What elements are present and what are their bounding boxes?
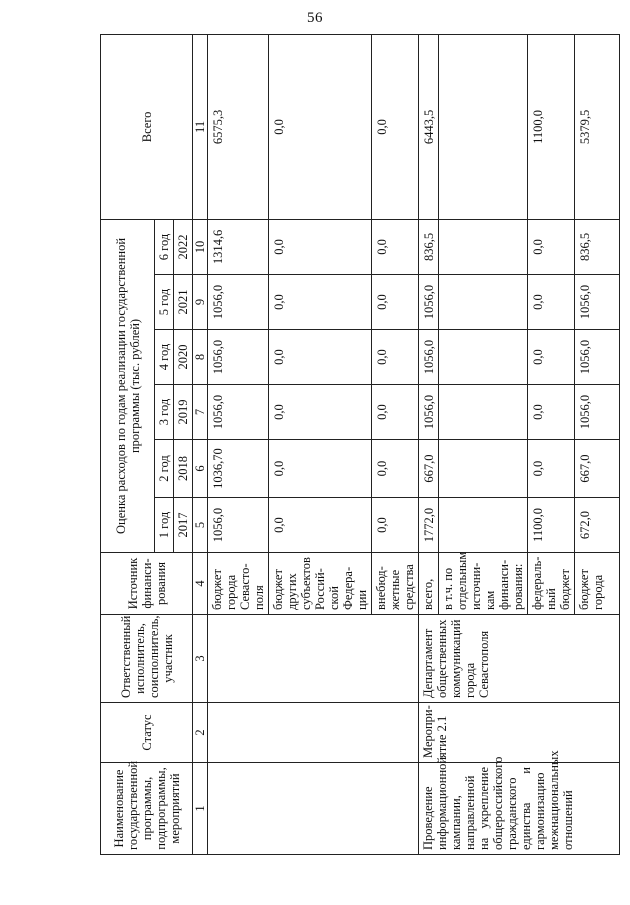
value-cell: 1056,0	[208, 275, 269, 330]
table-row	[208, 34, 269, 854]
value-cell: 0,0	[372, 219, 419, 274]
value-cell: 0,0	[528, 385, 575, 440]
column-number: 10	[193, 219, 208, 274]
total-cell: 1100,0	[528, 34, 575, 219]
value-cell	[439, 219, 528, 274]
value-cell	[439, 385, 528, 440]
column-number: 9	[193, 275, 208, 330]
source-cell: в т.ч. по отдельным источни- кам финанси- рования:	[439, 553, 528, 615]
column-number: 7	[193, 385, 208, 440]
value-cell: 0,0	[372, 440, 419, 498]
total-cell: 6443,5	[419, 34, 439, 219]
source-cell: бюджет других субъектов Россий- ской Федера- ции	[269, 553, 372, 615]
value-cell: 1314,6	[208, 219, 269, 274]
value-cell: 1100,0	[528, 498, 575, 553]
value-cell: 0,0	[372, 385, 419, 440]
value-cell: 0,0	[269, 275, 372, 330]
column-number: 2	[193, 703, 208, 763]
header-status: Статус	[101, 703, 193, 763]
value-cell: 0,0	[269, 385, 372, 440]
column-number: 11	[193, 34, 208, 219]
column-number: 3	[193, 615, 208, 703]
value-cell: 1056,0	[575, 385, 620, 440]
value-cell: 0,0	[269, 219, 372, 274]
value-cell: 1056,0	[575, 330, 620, 385]
year-number: 2018	[174, 440, 193, 498]
column-number: 8	[193, 330, 208, 385]
header-name: Наименование государственной программы, подпрограммы, мероприятий	[101, 763, 193, 855]
header-estimate: Оценка расходов по годам реализации государственной программы (тыс. рублей)	[101, 219, 155, 552]
column-number: 1	[193, 763, 208, 855]
value-cell: 836,5	[575, 219, 620, 274]
value-cell: 667,0	[575, 440, 620, 498]
event-name: Проведение информационной кампании, направленной на укрепление общероссийского гражданского единства и гармонизацию межнациональных отношений	[419, 763, 620, 855]
value-cell: 0,0	[372, 330, 419, 385]
year-number: 2022	[174, 219, 193, 274]
value-cell: 1036,70	[208, 440, 269, 498]
rotated-table-wrapper	[100, 35, 620, 855]
year-label: 1 год	[155, 498, 174, 553]
value-cell: 1056,0	[575, 275, 620, 330]
value-cell: 0,0	[372, 498, 419, 553]
total-cell: 6575,3	[208, 34, 269, 219]
value-cell: 0,0	[269, 440, 372, 498]
value-cell: 1056,0	[208, 498, 269, 553]
source-cell: внебюд- жетные средства	[372, 553, 419, 615]
header-source: Источник финанси- рования	[101, 553, 193, 615]
value-cell: 836,5	[419, 219, 439, 274]
table-row	[419, 34, 439, 854]
column-number: 4	[193, 553, 208, 615]
year-label: 4 год	[155, 330, 174, 385]
year-number: 2017	[174, 498, 193, 553]
source-cell: бюджет города Севасто- поля	[208, 553, 269, 615]
value-cell: 1056,0	[208, 385, 269, 440]
event-executor: Департамент общественных коммуникаций города Севастополя	[419, 615, 620, 703]
year-label: 6 год	[155, 219, 174, 274]
year-number: 2021	[174, 275, 193, 330]
value-cell: 667,0	[419, 440, 439, 498]
value-cell: 0,0	[528, 440, 575, 498]
event-status: Меропри- ятие 2.1	[419, 703, 620, 763]
value-cell: 0,0	[528, 275, 575, 330]
value-cell	[439, 440, 528, 498]
year-label: 3 год	[155, 385, 174, 440]
value-cell: 1772,0	[419, 498, 439, 553]
value-cell: 0,0	[528, 330, 575, 385]
value-cell: 0,0	[528, 219, 575, 274]
header-total: Всего	[101, 34, 193, 219]
column-number-row	[193, 34, 208, 854]
budget-table	[100, 34, 620, 855]
year-number: 2019	[174, 385, 193, 440]
column-number: 5	[193, 498, 208, 553]
header-row-1	[101, 34, 155, 854]
header-executor: Ответственный исполнитель, соисполнитель, участник	[101, 615, 193, 703]
empty-cell	[208, 763, 419, 855]
total-cell: 0,0	[372, 34, 419, 219]
value-cell: 1056,0	[419, 275, 439, 330]
value-cell: 1056,0	[419, 330, 439, 385]
source-cell: всего,	[419, 553, 439, 615]
total-cell: 5379,5	[575, 34, 620, 219]
column-number: 6	[193, 440, 208, 498]
value-cell: 1056,0	[419, 385, 439, 440]
value-cell: 0,0	[269, 498, 372, 553]
year-number: 2020	[174, 330, 193, 385]
value-cell	[439, 498, 528, 553]
source-cell: федераль- ный бюджет	[528, 553, 575, 615]
value-cell: 672,0	[575, 498, 620, 553]
value-cell	[439, 330, 528, 385]
total-cell: 0,0	[269, 34, 372, 219]
empty-cell	[208, 703, 419, 763]
value-cell	[439, 275, 528, 330]
value-cell: 1056,0	[208, 330, 269, 385]
year-label: 2 год	[155, 440, 174, 498]
empty-cell	[208, 615, 419, 703]
value-cell: 0,0	[372, 275, 419, 330]
year-label: 5 год	[155, 275, 174, 330]
page-number: 56	[307, 10, 323, 26]
value-cell: 0,0	[269, 330, 372, 385]
source-cell: бюджет города	[575, 553, 620, 615]
total-cell	[439, 34, 528, 219]
